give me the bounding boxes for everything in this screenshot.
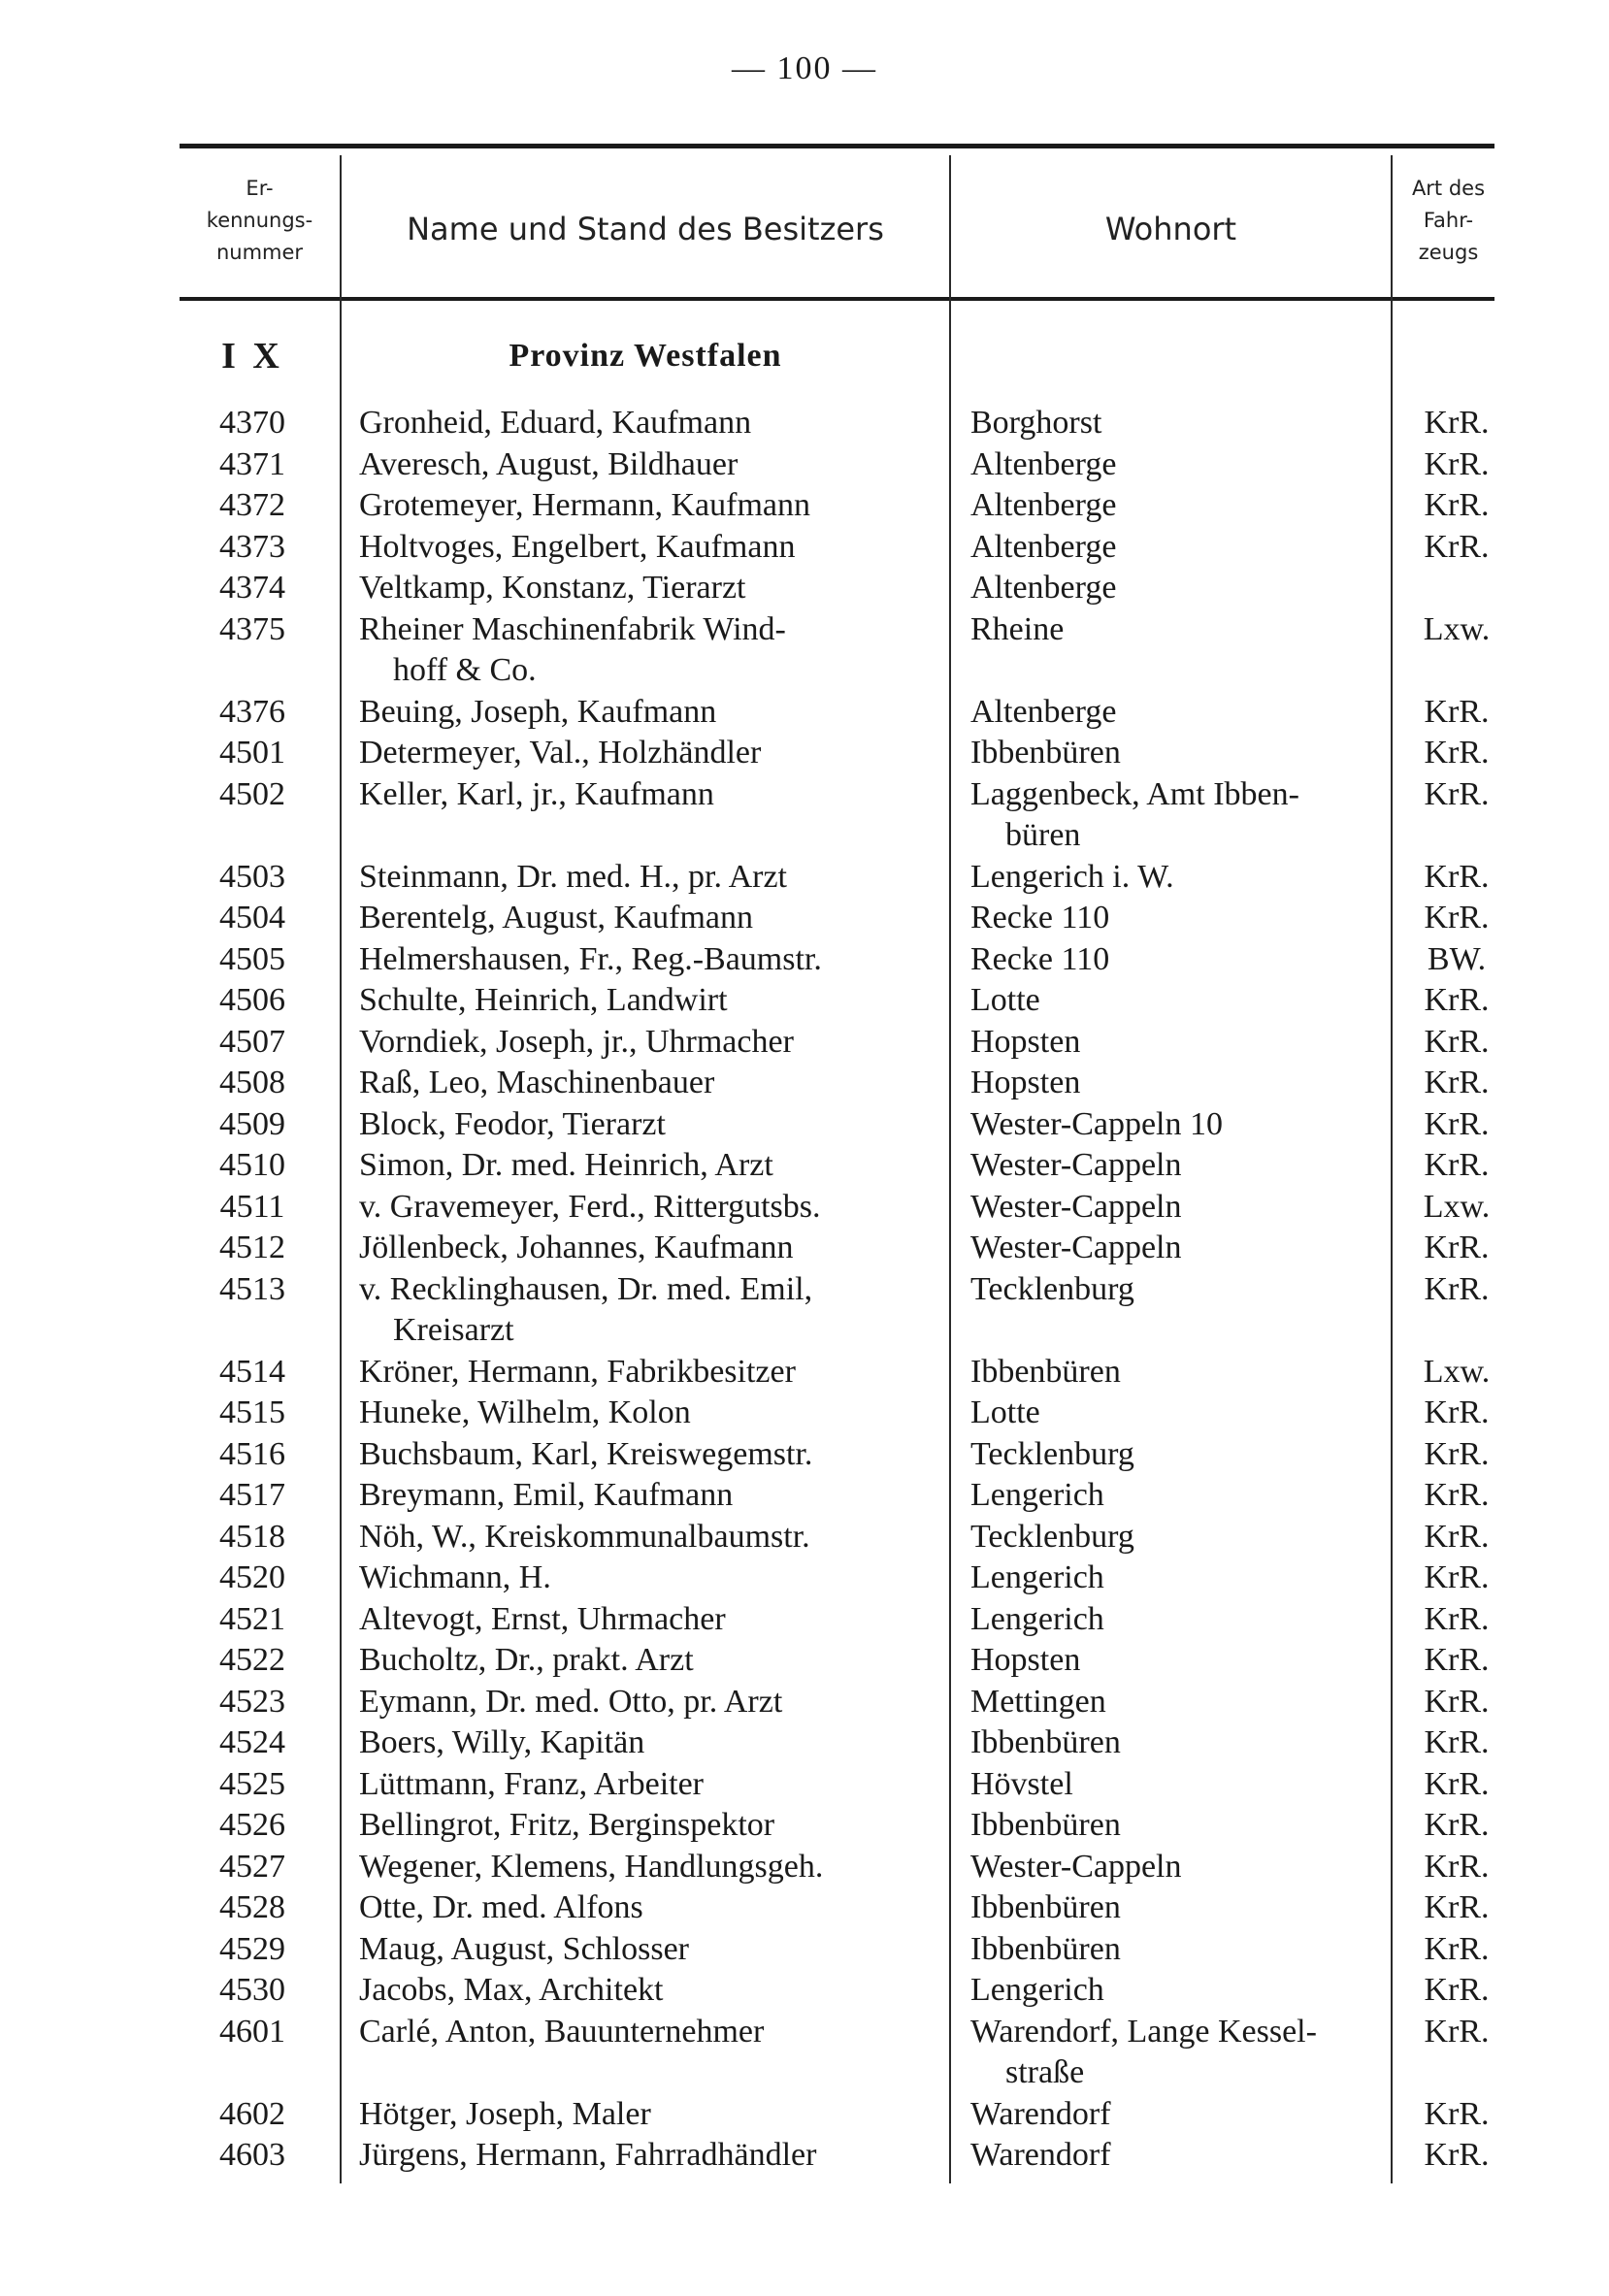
registration-number: 4525 [219, 1765, 285, 1802]
vehicle-type: Lxw. [1423, 1353, 1491, 1390]
residence: Wester-Cappeln [970, 1188, 1182, 1225]
registration-number: 4526 [219, 1807, 285, 1843]
residence: Ibbenbüren [970, 1353, 1121, 1390]
owner-name: Jacobs, Max, Architekt [359, 1972, 664, 2008]
vehicle-type: KrR. [1424, 1435, 1490, 1472]
owner-name: Bucholtz, Dr., prakt. Arzt [359, 1642, 694, 1678]
owner-name: Keller, Karl, jr., Kaufmann [359, 775, 714, 812]
residence: Lotte [970, 982, 1040, 1018]
header-id-line-3: nummer [215, 241, 304, 264]
owner-name: Schulte, Heinrich, Landwirt [359, 982, 728, 1018]
residence: Tecklenburg [970, 1518, 1134, 1555]
vehicle-type: KrR. [1424, 528, 1490, 565]
vehicle-type: KrR. [1424, 1559, 1490, 1595]
owner-name: Nöh, W., Kreiskommunalbaumstr. [359, 1518, 810, 1555]
residence: Ibbenbüren [970, 1930, 1121, 1967]
registration-number: 4512 [219, 1230, 285, 1265]
owner-name: Maug, August, Schlosser [359, 1930, 689, 1967]
header-type-line-2: Fahr- [1423, 209, 1474, 232]
registration-number: 4529 [219, 1930, 285, 1967]
header-type-line-3: zeugs [1418, 241, 1479, 264]
registration-number: 4375 [219, 610, 285, 647]
section-title: Provinz Westfalen [509, 338, 782, 374]
registration-number: 4513 [219, 1270, 285, 1307]
residence: Lotte [970, 1394, 1040, 1430]
residence: Hopsten [970, 1642, 1081, 1678]
owner-name: Jürgens, Hermann, Fahrradhändler [359, 2137, 817, 2173]
residence: Lengerich [970, 1559, 1104, 1595]
vehicle-type: KrR. [1424, 1518, 1490, 1555]
vehicle-type: KrR. [1424, 1807, 1490, 1843]
owner-name: Block, Feodor, Tierarzt [359, 1105, 666, 1142]
owner-name: Berentelg, August, Kaufmann [359, 900, 754, 935]
header-id-line-1: Er- [246, 177, 274, 200]
vehicle-type: BW. [1427, 940, 1487, 977]
vehicle-type: KrR. [1424, 1477, 1490, 1513]
registration-number: 4502 [219, 775, 285, 812]
registration-number: 4515 [219, 1394, 285, 1430]
vehicle-type: KrR. [1424, 1889, 1490, 1925]
registration-number: 4514 [219, 1353, 285, 1390]
vehicle-type: KrR. [1424, 900, 1490, 935]
owner-name: Bellingrot, Fritz, Berginspektor [359, 1807, 775, 1843]
owner-name: Raß, Leo, Maschinenbauer [359, 1065, 715, 1100]
residence: Altenberge [970, 570, 1117, 606]
registration-number: 4501 [219, 735, 285, 771]
page-number: — 100 — [732, 50, 877, 86]
residence: Altenberge [970, 528, 1117, 565]
vehicle-type: KrR. [1424, 693, 1490, 730]
residence: Warendorf [970, 2137, 1111, 2173]
header-bottom-rule [180, 297, 1494, 301]
vehicle-type: KrR. [1424, 1147, 1490, 1183]
registration-number: 4374 [219, 570, 285, 606]
residence: Lengerich [970, 1972, 1104, 2008]
residence: Altenberge [970, 445, 1117, 482]
registration-number: 4371 [219, 445, 285, 482]
owner-name: Eymann, Dr. med. Otto, pr. Arzt [359, 1683, 783, 1720]
registration-number: 4503 [219, 858, 285, 895]
owner-name: Breymann, Emil, Kaufmann [359, 1477, 734, 1513]
owner-name: Carlé, Anton, Bauunternehmer [359, 2013, 765, 2050]
header-id-line-2: kennungs- [206, 209, 313, 232]
residence: Warendorf [970, 2095, 1111, 2132]
registration-number: 4527 [219, 1848, 285, 1885]
header-id-column [180, 173, 340, 269]
owner-name: Rheiner Maschinenfabrik Wind- [359, 610, 786, 647]
residence: Warendorf, Lange Kessel- [970, 2013, 1317, 2050]
residence: Hopsten [970, 1023, 1081, 1060]
vehicle-type: KrR. [1424, 445, 1490, 482]
residence: Wester-Cappeln [970, 1230, 1182, 1265]
residence: Ibbenbüren [970, 735, 1121, 771]
residence: Lengerich i. W. [970, 858, 1174, 895]
owner-name: Steinmann, Dr. med. H., pr. Arzt [359, 858, 788, 895]
owner-name: v. Gravemeyer, Ferd., Rittergutsbs. [359, 1188, 821, 1225]
registration-number: 4505 [219, 940, 285, 977]
residence: Altenberge [970, 487, 1117, 523]
registration-number: 4603 [219, 2137, 285, 2173]
vehicle-type: KrR. [1424, 1600, 1490, 1637]
vehicle-type: KrR. [1424, 1394, 1490, 1430]
vehicle-type: KrR. [1424, 1972, 1490, 2008]
residence: Lengerich [970, 1477, 1104, 1513]
vehicle-type: KrR. [1424, 1023, 1490, 1060]
registration-number: 4518 [219, 1518, 285, 1555]
section-roman-numeral: I X [221, 336, 283, 377]
vehicle-type: KrR. [1424, 2137, 1490, 2173]
owner-name: Huneke, Wilhelm, Kolon [359, 1394, 691, 1430]
registration-number: 4524 [219, 1724, 285, 1760]
registration-number: 4506 [219, 982, 285, 1018]
registration-number: 4508 [219, 1065, 285, 1100]
residence: Wester-Cappeln 10 [970, 1105, 1223, 1142]
registration-number: 4520 [219, 1559, 285, 1595]
residence: Ibbenbüren [970, 1724, 1121, 1760]
column-divider-2 [949, 155, 951, 2183]
vehicle-type: KrR. [1424, 405, 1490, 441]
registration-number: 4372 [219, 487, 285, 523]
owner-name: Wichmann, H. [359, 1559, 551, 1595]
owner-name: Wegener, Klemens, Handlungsgeh. [359, 1848, 824, 1885]
header-type-line-1: Art des [1411, 177, 1486, 200]
registration-number: 4510 [219, 1147, 285, 1183]
residence: Wester-Cappeln [970, 1147, 1182, 1183]
residence: Lengerich [970, 1600, 1104, 1637]
residence-continuation: straße [1005, 2053, 1085, 2090]
owner-name: Determeyer, Val., Holzhändler [359, 735, 762, 771]
registration-number: 4507 [219, 1023, 285, 1060]
registration-number: 4521 [219, 1600, 285, 1637]
residence: Rheine [970, 610, 1065, 647]
registration-number: 4373 [219, 528, 285, 565]
vehicle-type: KrR. [1424, 858, 1490, 895]
owner-name-continuation: Kreisarzt [393, 1311, 514, 1348]
residence-continuation: büren [1005, 816, 1081, 853]
vehicle-type: KrR. [1424, 1230, 1490, 1265]
vehicle-type: KrR. [1424, 1642, 1490, 1678]
registration-number: 4522 [219, 1642, 285, 1678]
vehicle-type: KrR. [1424, 775, 1490, 812]
registration-number: 4602 [219, 2095, 285, 2132]
vehicle-type: KrR. [1424, 2013, 1490, 2050]
header-place-column: Wohnort [1104, 211, 1237, 247]
registration-number: 4601 [219, 2013, 285, 2050]
residence: Wester-Cappeln [970, 1848, 1182, 1885]
owner-name: Holtvoges, Engelbert, Kaufmann [359, 528, 796, 565]
residence: Mettingen [970, 1683, 1106, 1720]
owner-name: Hötger, Joseph, Maler [359, 2095, 651, 2132]
owner-name: Gronheid, Eduard, Kaufmann [359, 405, 752, 441]
owner-name: Lüttmann, Franz, Arbeiter [359, 1765, 705, 1802]
header-name-column: Name und Stand des Besitzers [407, 211, 884, 247]
vehicle-type: KrR. [1424, 1848, 1490, 1885]
owner-name: Averesch, August, Bildhauer [359, 445, 739, 482]
registration-number: 4517 [219, 1477, 285, 1513]
registration-number: 4511 [219, 1188, 285, 1225]
vehicle-type: KrR. [1424, 1105, 1490, 1142]
vehicle-type: Lxw. [1423, 610, 1491, 647]
registration-number: 4530 [219, 1972, 285, 2008]
residence: Tecklenburg [970, 1435, 1134, 1472]
residence: Hopsten [970, 1065, 1081, 1100]
owner-name: Otte, Dr. med. Alfons [359, 1889, 643, 1925]
residence: Recke 110 [970, 900, 1110, 935]
owner-name: Vorndiek, Joseph, jr., Uhrmacher [359, 1023, 794, 1060]
registration-number: 4504 [219, 900, 285, 935]
vehicle-type: KrR. [1424, 1724, 1490, 1760]
vehicle-type: KrR. [1424, 1065, 1490, 1100]
vehicle-type: Lxw. [1423, 1188, 1491, 1225]
owner-name: Helmershausen, Fr., Reg.-Baumstr. [359, 940, 822, 977]
registration-number: 4509 [219, 1105, 285, 1142]
vehicle-type: KrR. [1424, 2095, 1490, 2132]
owner-name: Simon, Dr. med. Heinrich, Arzt [359, 1147, 773, 1183]
owner-name: Kröner, Hermann, Fabrikbesitzer [359, 1353, 796, 1390]
header-type-column [1393, 173, 1504, 269]
vehicle-type: KrR. [1424, 1765, 1490, 1802]
residence: Borghorst [970, 405, 1102, 441]
registration-number: 4516 [219, 1435, 285, 1472]
registration-number: 4370 [219, 405, 285, 441]
residence: Ibbenbüren [970, 1807, 1121, 1843]
owner-name: v. Recklinghausen, Dr. med. Emil, [359, 1270, 813, 1307]
vehicle-type: KrR. [1424, 1930, 1490, 1967]
residence: Hövstel [970, 1765, 1073, 1802]
owner-name: Grotemeyer, Hermann, Kaufmann [359, 487, 811, 523]
owner-name: Veltkamp, Konstanz, Tierarzt [359, 570, 746, 606]
owner-name: Beuing, Joseph, Kaufmann [359, 693, 717, 730]
residence: Ibbenbüren [970, 1889, 1121, 1925]
residence: Altenberge [970, 693, 1117, 730]
owner-name: Buchsbaum, Karl, Kreiswegemstr. [359, 1435, 813, 1472]
column-divider-1 [340, 155, 342, 2183]
residence: Recke 110 [970, 940, 1110, 977]
top-rule [180, 144, 1494, 148]
vehicle-type: KrR. [1424, 1683, 1490, 1720]
registration-number: 4523 [219, 1683, 285, 1720]
vehicle-type: KrR. [1424, 982, 1490, 1018]
owner-name: Boers, Willy, Kapitän [359, 1724, 645, 1760]
residence: Laggenbeck, Amt Ibben- [970, 775, 1299, 812]
owner-name: Jöllenbeck, Johannes, Kaufmann [359, 1230, 794, 1265]
registration-number: 4376 [219, 693, 285, 730]
vehicle-type: KrR. [1424, 487, 1490, 523]
registration-number: 4528 [219, 1889, 285, 1925]
column-divider-3 [1391, 155, 1393, 2183]
vehicle-type: KrR. [1424, 1270, 1490, 1307]
owner-name: Altevogt, Ernst, Uhrmacher [359, 1600, 726, 1637]
vehicle-type: KrR. [1424, 735, 1490, 771]
residence: Tecklenburg [970, 1270, 1134, 1307]
owner-name-continuation: hoff & Co. [393, 651, 537, 688]
